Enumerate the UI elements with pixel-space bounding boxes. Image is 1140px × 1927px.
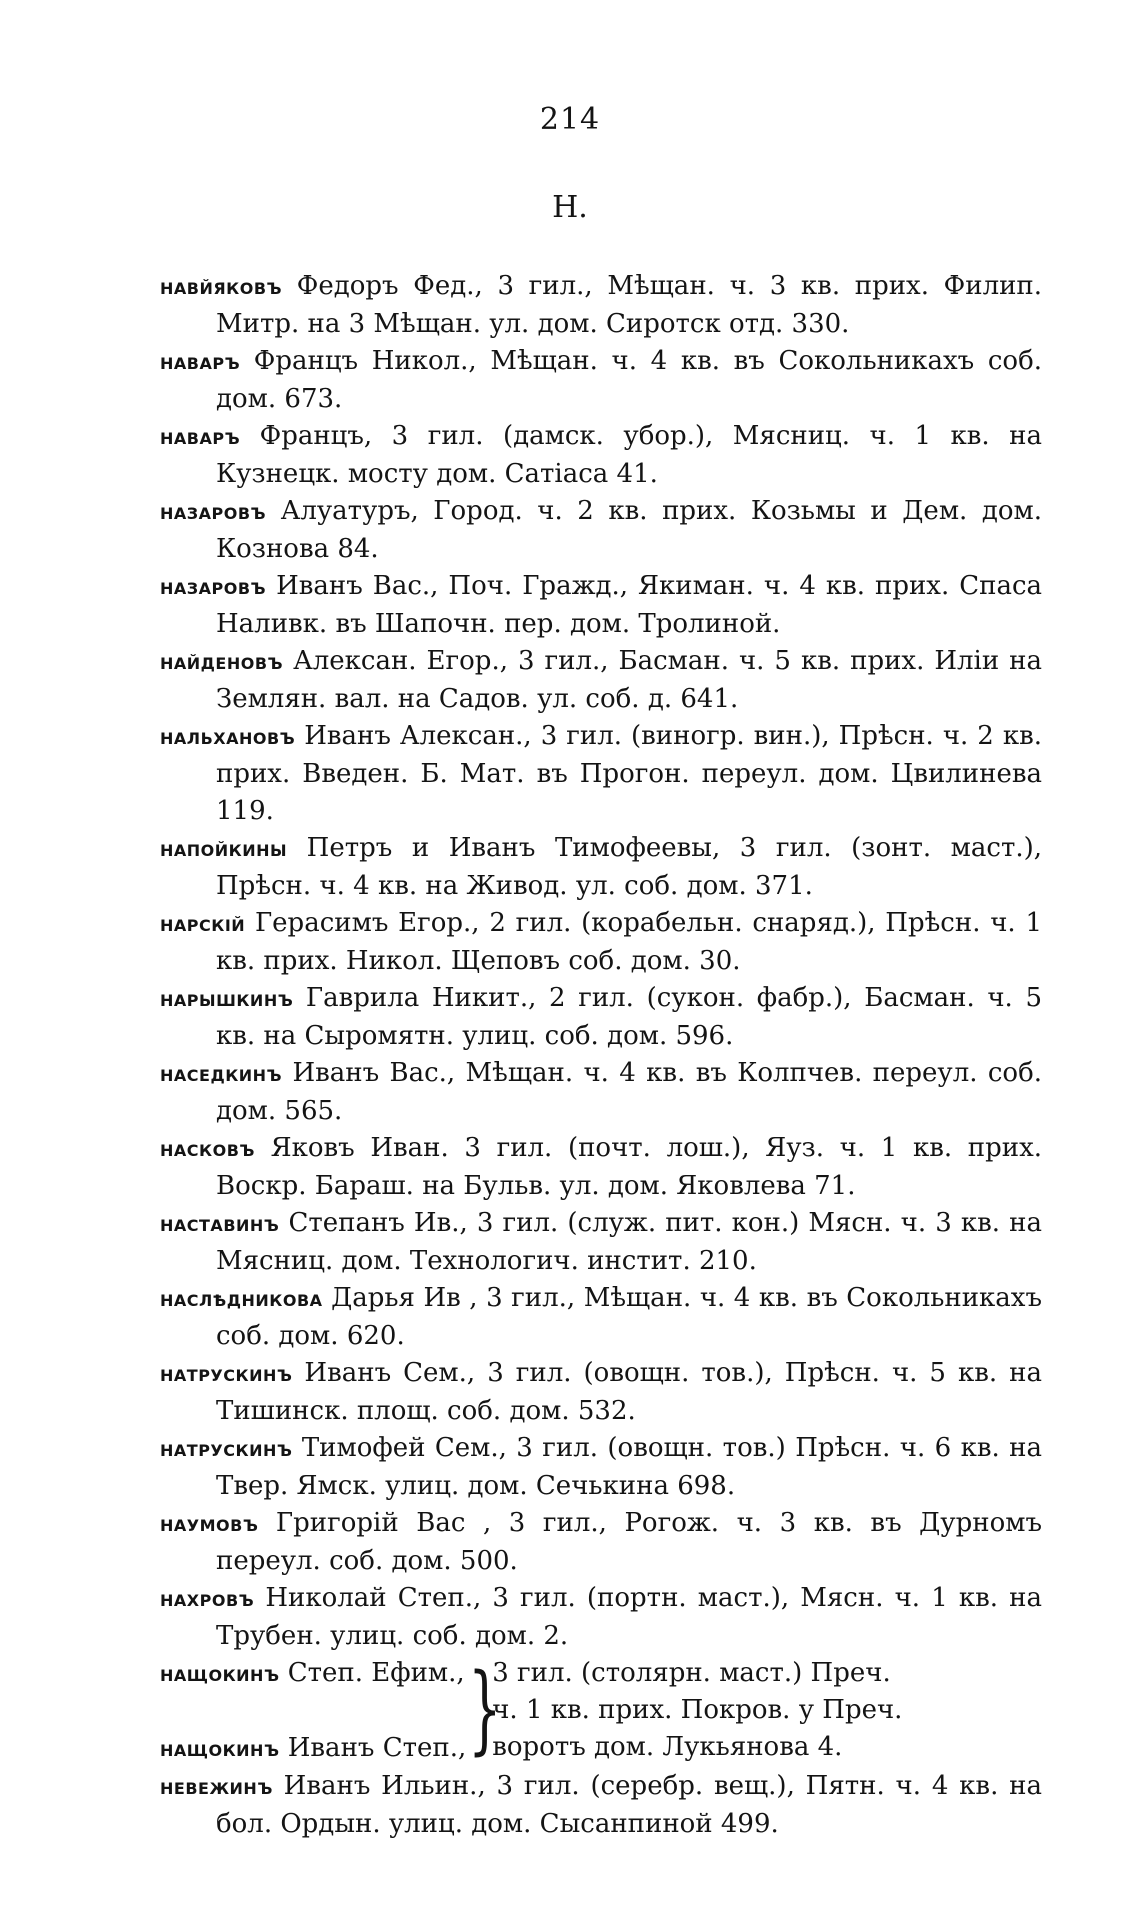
entry-surname: напойкины [160,836,288,862]
directory-entry [160,1580,1042,1655]
entry-text: Григорій Вас , 3 гил., Рогож. ч. 3 кв. въ Дурномъ переул. соб. дом. 500. [216,1508,1042,1576]
entry-text: Тимофей Сем., 3 гил. (овощн. тов.) Прѣсн. ч. 6 кв. на Твер. Ямск. улиц. дом. Сечькина 698. [216,1433,1042,1501]
entry-text: Иванъ Вас., Мѣщан. ч. 4 кв. въ Колпчев. переул. соб. дом. 565. [216,1058,1042,1126]
entry-surname: найденовъ [160,649,284,675]
entry-surname: наумовъ [160,1511,259,1537]
directory-entry [160,268,1042,343]
entry-surname: наваръ [160,349,241,375]
bracketed-shared-text [492,1655,1042,1768]
entry-surname: нальхановъ [160,724,296,750]
entry-text: Гаврила Никит., 2 гил. (сукон. фабр.), Басман. ч. 5 кв. на Сыромятн. улиц. соб. дом. 596. [216,983,1042,1051]
directory-entry [160,568,1042,643]
curly-brace-icon: } [468,1653,502,1765]
directory-entry [160,718,1042,830]
entry-text: Петръ и Иванъ Тимофеевы, 3 гил. (зонт. маст.), Прѣсн. ч. 4 кв. на Живод. ул. соб. дом. 371. [216,833,1043,901]
directory-entry [160,1205,1042,1280]
entry-surname: нащокинъ [160,1661,280,1687]
entry-surname: наседкинъ [160,1061,283,1087]
page-number: 214 [539,102,601,137]
entry-surname: наваръ [160,424,241,450]
entry-text: Дарья Ив , 3 гил., Мѣщан. ч. 4 кв. въ Сокольникахъ соб. дом. 620. [216,1283,1043,1351]
directory-entry [160,1280,1042,1355]
directory-entry [160,1505,1042,1580]
directory-entry [160,1130,1042,1205]
bracketed-name-row [160,1655,466,1693]
directory-entry [160,1430,1042,1505]
shared-line: 3 гил. (столярн. маст.) Преч. [492,1658,891,1688]
entry-surname: назаровъ [160,574,267,600]
entry-text: Степ. Ефим., [287,1658,465,1688]
bracketed-entry-group [160,1655,1042,1768]
entry-text: Алуатуръ, Город. ч. 2 кв. прих. Козьмы и Дем. дом. Кознова 84. [216,496,1042,564]
bracketed-name-row [160,1730,466,1768]
entry-surname: назаровъ [160,499,267,525]
entry-surname: наставинъ [160,1211,280,1237]
entry-surname: насковъ [160,1136,255,1162]
bracketed-names [160,1655,466,1768]
entry-surname: навйяковъ [160,274,283,300]
entry-text: Францъ Никол., Мѣщан. ч. 4 кв. въ Сокольникахъ соб. дом. 673. [216,346,1043,414]
directory-entry [160,905,1042,980]
entry-text: Францъ, 3 гил. (дамск. убор.), Мясниц. ч. 1 кв. на Кузнецк. мосту дом. Сатіаса 41. [216,421,1042,489]
directory-entry [160,343,1042,418]
entry-text: Иванъ Сем., 3 гил. (овощн. тов.), Прѣсн. ч. 5 кв. на Тишинск. площ. соб. дом. 532. [216,1358,1043,1426]
entry-text: Иванъ Вас., Поч. Гражд., Якиман. ч. 4 кв. прих. Спаса Наливк. въ Шапочн. пер. дом. Тролиной. [216,571,1043,639]
directory-entries [160,268,1042,1843]
directory-entry [160,1055,1042,1130]
directory-entry [160,418,1042,493]
directory-entry [160,493,1042,568]
section-letter: Н. [552,190,588,225]
directory-entry [160,830,1042,905]
entry-text: Герасимъ Егор., 2 гил. (корабельн. снаряд.), Прѣсн. ч. 1 кв. прих. Никол. Щеповъ соб. дом. 30. [216,908,1042,976]
entry-text: Алексан. Егор., 3 гил., Басман. ч. 5 кв. прих. Иліи на Землян. вал. на Садов. ул. соб. д. 641. [216,646,1042,714]
directory-entry [160,980,1042,1055]
entry-surname: нахровъ [160,1586,255,1612]
entry-text: Иванъ Степ., [287,1733,467,1763]
entry-text: Николай Степ., 3 гил. (портн. маст.), Мясн. ч. 1 кв. на Трубен. улиц. соб. дом. 2. [216,1583,1042,1651]
directory-entry [160,643,1042,718]
entry-surname: натрускинъ [160,1361,293,1387]
entry-text: Яковъ Иван. 3 гил. (почт. лош.), Яуз. ч. 1 кв. прих. Воскр. Бараш. на Бульв. ул. дом. Яковлева 71. [216,1133,1042,1201]
entry-text: Степанъ Ив., 3 гил. (служ. пит. кон.) Мясн. ч. 3 кв. на Мясниц. дом. Технологич. инстит. 210. [216,1208,1043,1276]
directory-entry [160,1355,1042,1430]
directory-entry [160,1768,1042,1843]
entry-text: Федоръ Фед., 3 гил., Мѣщан. ч. 3 кв. прих. Филип. Митр. на 3 Мѣщан. ул. дом. Сиротск отд. 330. [216,271,1043,339]
entry-surname: наслѣдникова [160,1286,323,1312]
shared-line: воротъ дом. Лукьянова 4. [492,1732,843,1762]
entry-surname: натрускинъ [160,1436,293,1462]
entry-surname: нащокинъ [160,1736,280,1762]
entry-text: Иванъ Алексан., 3 гил. (виногр. вин.), Прѣсн. ч. 2 кв. прих. Введен. Б. Мат. въ Прогон. переул. дом. Цвилинева 119. [216,721,1043,826]
entry-surname: нарышкинъ [160,986,294,1012]
entry-text: Иванъ Ильин., 3 гил. (серебр. вещ.), Пятн. ч. 4 кв. на бол. Ордын. улиц. дом. Сысанпиной 499. [216,1771,1042,1839]
shared-line: ч. 1 кв. прих. Покров. у Преч. [492,1695,903,1725]
bracketed-spacer [160,1693,466,1730]
entry-surname: невежинъ [160,1774,273,1800]
entry-surname: нарскій [160,911,246,937]
